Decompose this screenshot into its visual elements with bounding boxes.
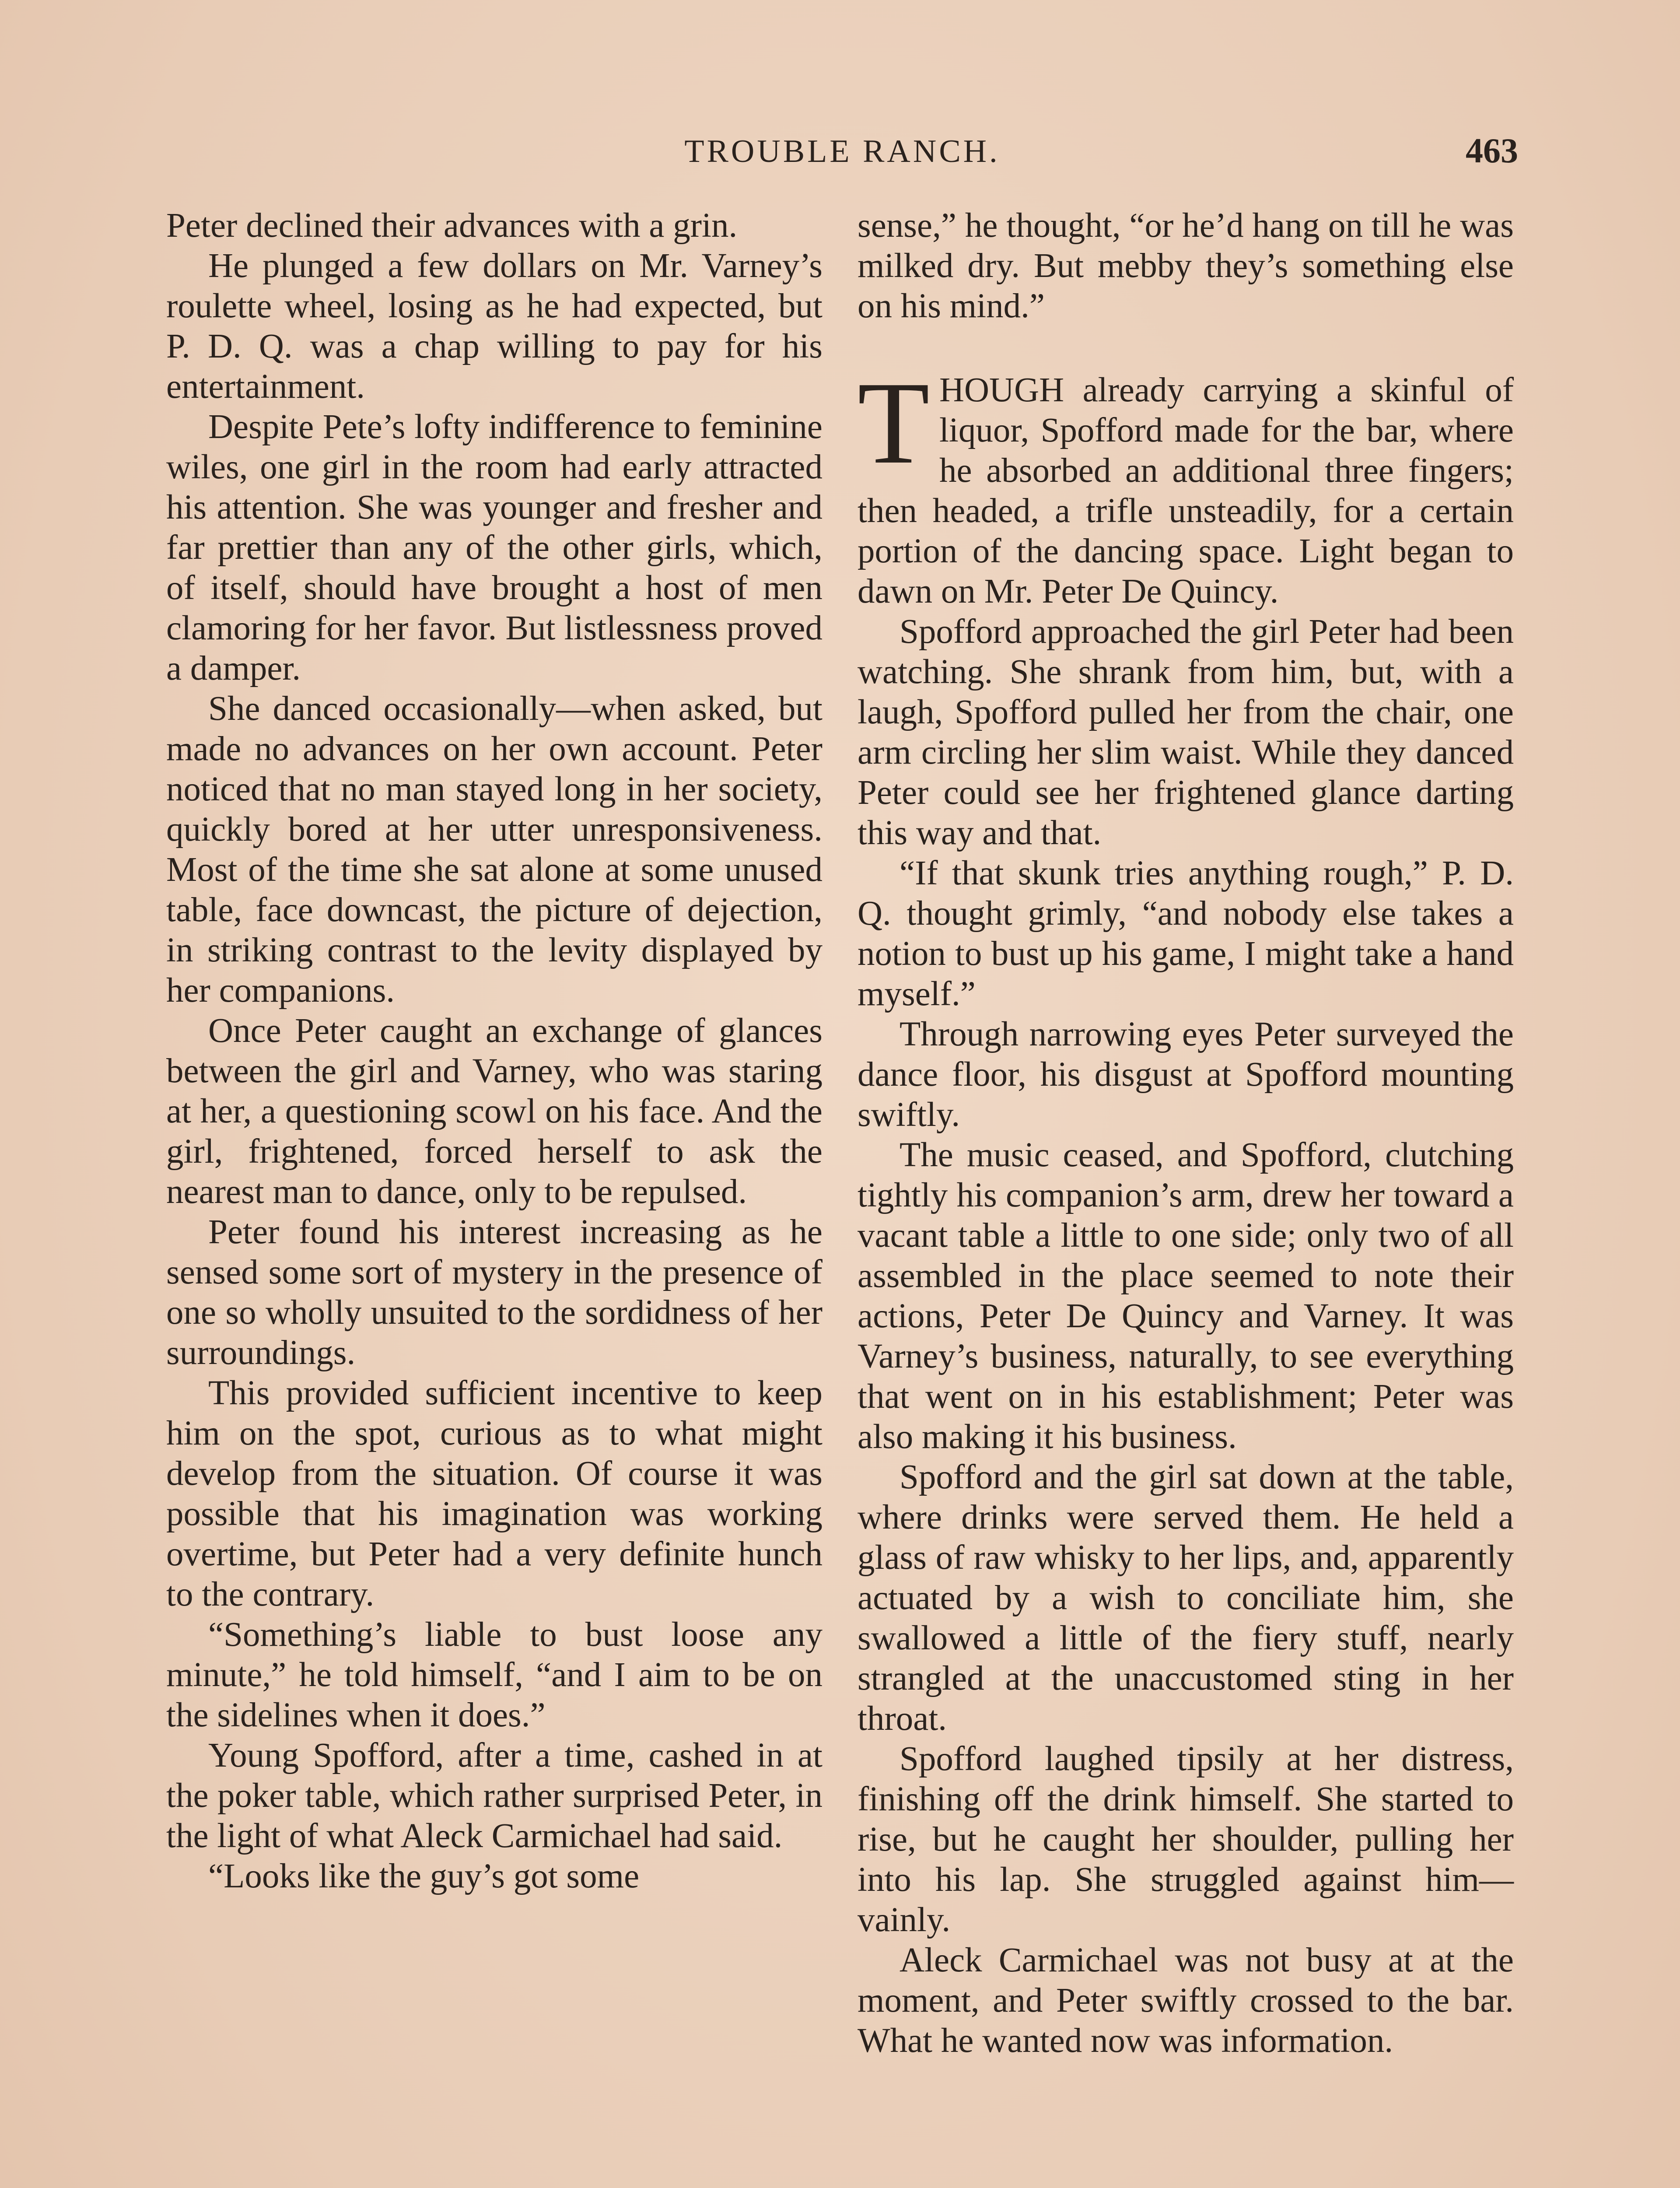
paragraph: The music ceased, and Spofford, clutching tightly his companion’s arm, drew her toward a vacant table a little to one side; only two of all assembled in the place seemed to note their actions, Peter De Quincy and Varney. It was Varney’s business, naturally, to see everything that went on in his establishment; Peter was also making it his business. bbox=[858, 1136, 1514, 1456]
drop-cap-paragraph bbox=[858, 358, 1514, 612]
paragraph: “Looks like the guy’s got some bbox=[208, 1857, 640, 1895]
section-break bbox=[858, 326, 1514, 370]
paragraph: Young Spofford, after a time, cashed in at the poker table, which rather surprised Peter, in the light of what Aleck Carmichael had said. bbox=[166, 1736, 822, 1855]
paragraph: Spofford and the girl sat down at the table, where drinks were served them. He held a glass of raw whisky to her lips, and, apparently actuated by a wish to conciliate him, she swallowed a little of the fiery stuff, nearly strangled at the unaccustomed sting in her throat. bbox=[858, 1458, 1514, 1738]
paragraph: “If that skunk tries anything rough,” P. D. Q. thought grimly, “and nobody else takes a notion to bust up his game, I might take a hand myself.” bbox=[858, 854, 1514, 1013]
paragraph: Despite Pete’s lofty indifference to feminine wiles, one girl in the room had early attracted his attention. She was younger and fresher and far prettier than any of the other girls, which, of itself, should have brought a host of men clamoring for her favor. But listlessness proved a damper. bbox=[166, 408, 822, 687]
running-head: TROUBLE RANCH. bbox=[684, 133, 1000, 169]
right-column bbox=[858, 206, 1514, 2061]
paragraph: Through narrowing eyes Peter surveyed the dance floor, his disgust at Spofford mounting swiftly. bbox=[858, 1015, 1514, 1134]
left-column bbox=[166, 206, 822, 1897]
paragraph: Spofford approached the girl Peter had been watching. She shrank from him, but, with a laugh, Spofford pulled her from the chair, one arm circling her slim waist. While they danced Peter could see her frightened glance darting this way and that. bbox=[858, 613, 1514, 852]
paragraph: Peter declined their advances with a grin. bbox=[166, 207, 738, 245]
page-number: 463 bbox=[1466, 132, 1518, 170]
continued-paragraph: sense,” he thought, “or he’d hang on till he was milked dry. But mebby they’s something else on his mind.” bbox=[858, 207, 1514, 325]
drop-cap-paragraph-text: HOUGH already carrying a skinful of liquor, Spofford made for the bar, where he absorbed an additional three fingers; then headed, a trifle unsteadily, for a certain portion of the dancing space. Light began to dawn on Mr. Peter De Quincy. bbox=[858, 371, 1514, 610]
page-header bbox=[166, 127, 1518, 179]
paragraph: Spofford laughed tipsily at her distress, finishing off the drink himself. She started to rise, but he caught her shoulder, pulling her into his lap. She struggled against him—vainly. bbox=[858, 1740, 1514, 1939]
paragraph: Aleck Carmichael was not busy at at the moment, and Peter swiftly crossed to the bar. What he wanted now was information. bbox=[858, 1941, 1514, 2060]
paragraph: Peter found his interest increasing as he sensed some sort of mystery in the presence of one so wholly unsuited to the sordidness of her surroundings. bbox=[166, 1213, 822, 1372]
paragraph: She danced occasionally—when asked, but made no advances on her own account. Peter noticed that no man stayed long in her society, quickly bored at her utter unresponsiveness. Most of the time she sat alone at some unused table, face downcast, the picture of dejection, in striking contrast to the levity displayed by her companions. bbox=[166, 690, 822, 1010]
paragraph: Once Peter caught an exchange of glances between the girl and Varney, who was staring at her, a questioning scowl on his face. And the girl, frightened, forced herself to ask the nearest man to dance, only to be repulsed. bbox=[166, 1012, 822, 1211]
paragraph: This provided sufficient incentive to keep him on the spot, curious as to what might develop from the situation. Of course it was possible that his imagination was working overtime, but Peter had a very definite hunch to the contrary. bbox=[166, 1374, 822, 1613]
paragraph: “Something’s liable to bust loose any minute,” he told himself, “and I aim to be on the sidelines when it does.” bbox=[166, 1616, 822, 1734]
drop-cap: T bbox=[858, 358, 930, 488]
paragraph: He plunged a few dollars on Mr. Varney’s roulette wheel, losing as he had expected, but P. D. Q. was a chap willing to pay for his entertainment. bbox=[166, 247, 822, 406]
